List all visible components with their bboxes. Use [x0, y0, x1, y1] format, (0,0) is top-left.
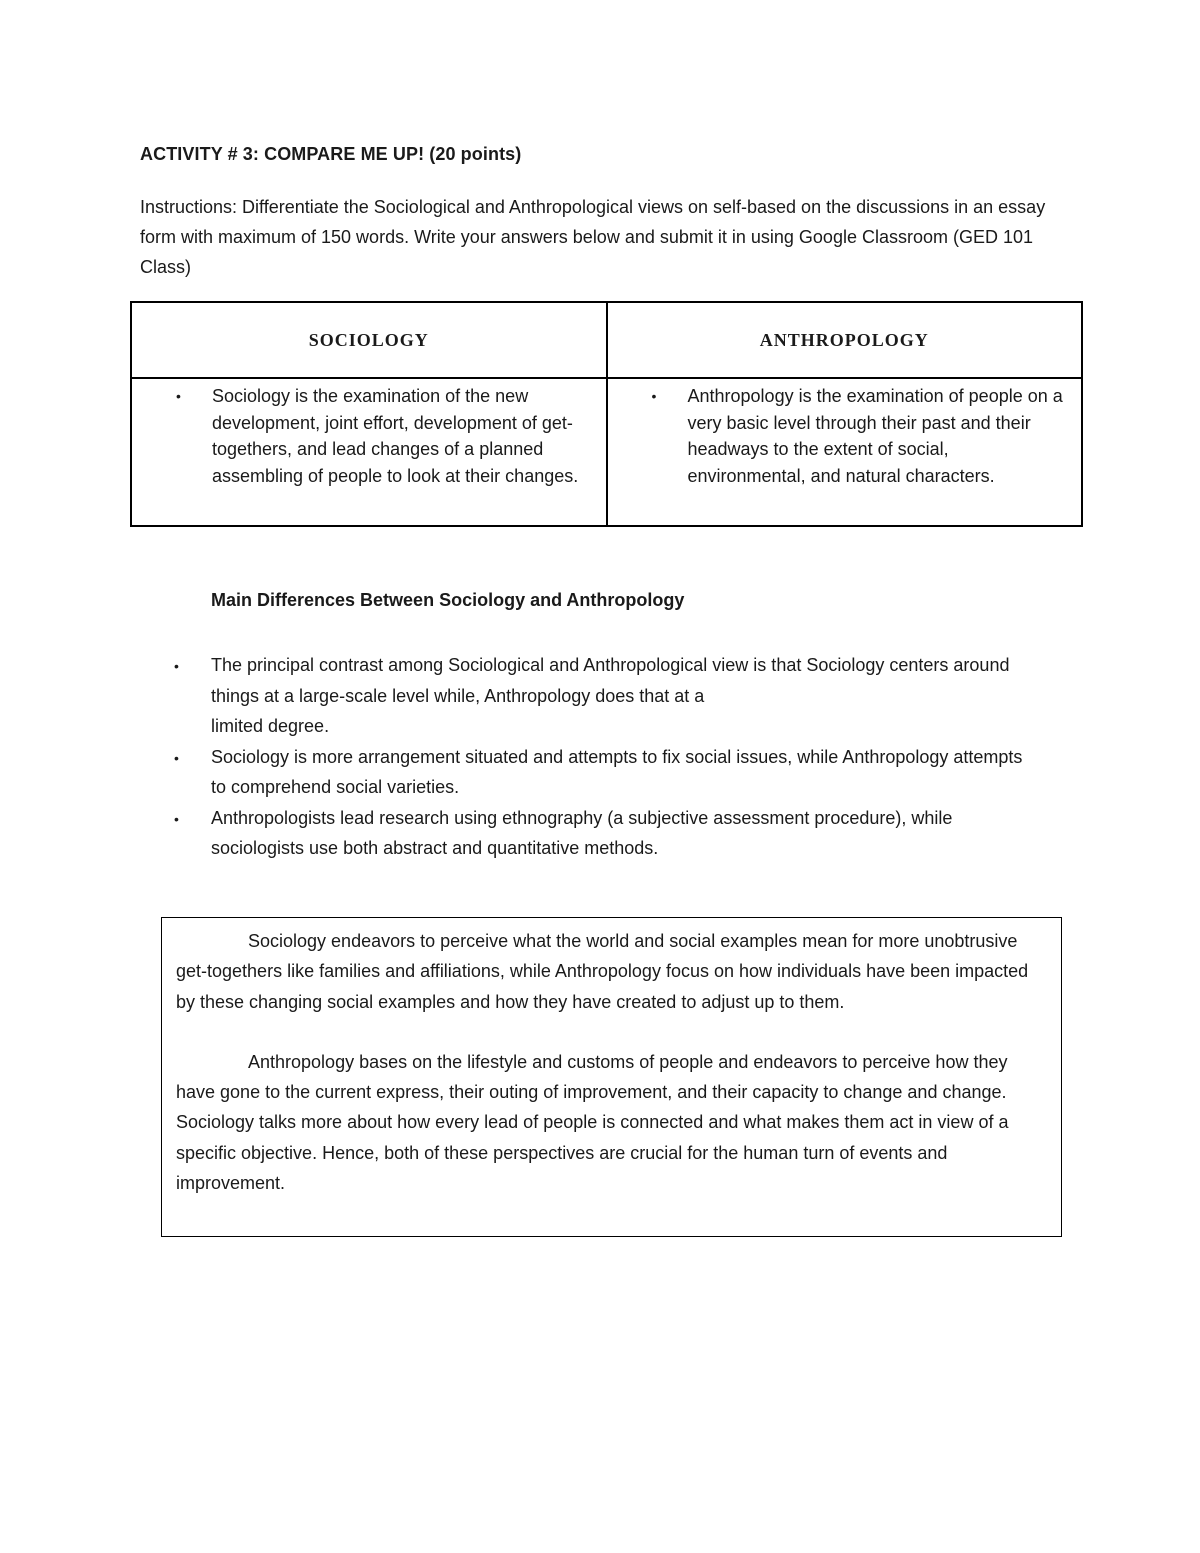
header-sociology: SOCIOLOGY	[131, 302, 607, 378]
header-anthropology: ANTHROPOLOGY	[607, 302, 1083, 378]
anthropology-definition: Anthropology is the examination of people on a very basic level through their past and their headways to the extent of social, environmental, and natural characters.	[687, 386, 1063, 486]
bullet-icon: •	[174, 810, 179, 827]
bullet-icon: •	[174, 749, 179, 766]
instructions-text: Instructions: Differentiate the Sociological and Anthropological views on self-based on the discussions in an essay form with maximum of 150 words. Write your answers below and submit it in using Google Classroom (GED 101 Class)	[140, 197, 1046, 277]
sociology-definition: Sociology is the examination of the new development, joint effort, development of get-togethers, and lead changes of a planned assembling of people to look at their changes.	[212, 386, 579, 486]
differences-list	[140, 650, 1040, 864]
list-item	[140, 803, 1040, 864]
difference-text: The principal contrast among Sociological and Anthropological view is that Sociology centers around things at a large-scale level while, Anthropology does that at a	[211, 655, 1010, 706]
bullet-icon: •	[651, 388, 657, 404]
difference-text-continuation: limited degree.	[211, 716, 330, 736]
sociology-list	[132, 379, 606, 489]
list-item	[140, 742, 1040, 803]
essay-paragraph: Sociology endeavors to perceive what the world and social examples mean for more unobtrusive get-togethers like families and affiliations, while Anthropology focus on how individuals have been impacted by these changing social examples and how they have created to adjust up to them.	[176, 931, 1029, 1012]
list-item	[140, 650, 1040, 742]
list-item	[608, 383, 1072, 489]
bullet-icon: •	[174, 658, 179, 674]
table-row	[131, 378, 1082, 526]
essay-paragraph: Anthropology bases on the lifestyle and customs of people and endeavors to perceive how they have gone to the current express, their outing of improvement, and their capacity to change and change. Sociology talks more about how every lead of people is connected and what makes them act in view of a specific objective. Hence, both of these perspectives are crucial for the human turn of events and improvement.	[176, 1051, 1009, 1194]
differences-heading: Main Differences Between Sociology and Anthropology	[211, 590, 685, 610]
difference-text: Anthropologists lead research using ethnography (a subjective assessment procedure), while sociologists use both abstract and quantitative methods.	[211, 807, 953, 858]
essay-answer-box	[161, 917, 1062, 1237]
comparison-table	[130, 301, 1083, 527]
cell-anthropology	[607, 378, 1083, 526]
activity-title: ACTIVITY # 3: COMPARE ME UP! (20 points)	[140, 144, 522, 164]
bullet-icon: •	[176, 388, 181, 404]
list-item	[132, 383, 596, 489]
anthropology-list	[608, 379, 1082, 489]
difference-text: Sociology is more arrangement situated and attempts to fix social issues, while Anthropology attempts to comprehend social varieties.	[211, 746, 1023, 797]
cell-sociology	[131, 378, 607, 526]
table-header-row	[131, 302, 1082, 378]
